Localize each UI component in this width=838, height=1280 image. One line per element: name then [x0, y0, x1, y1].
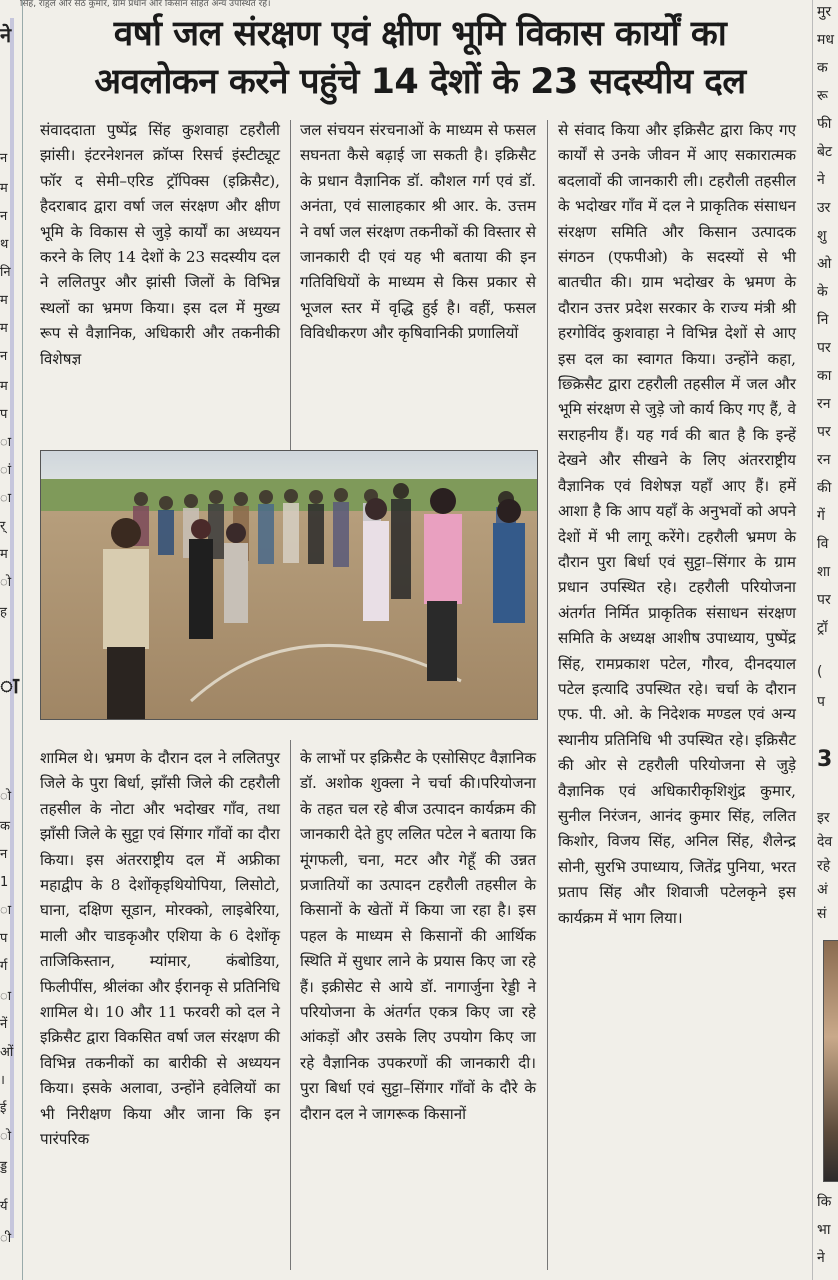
right-fragment: फी [817, 116, 832, 132]
neighbor-photo [823, 940, 838, 1182]
right-fragment: बेट [817, 144, 833, 160]
right-fragment: पर [817, 340, 831, 356]
article-column-2-bottom: के लाभों पर इक्रिसैट के एसोसिएट वैज्ञानिक डॉ. अशोक शुक्ला ने चर्चा की।परियोजना के तहत चल रहे बीज उत्पादन कार्यक्रम की जानकारी देते हुए ललित पटेल ने बताया कि मूंगफली, चना, मटर और गेहूँ की उन्नत प्रजातियों का उत्पादन टहरौली तहसील के किसानों के खेतों में किया जा रहा है। इस पहल के माध्यम से किसानों की आर्थिक स्थिति में सुधार लाने के प्रयास किए जा रहे हैं। इक्रीसेट से आये डॉ. नागार्जुना रेड्डी ने परियोजना के अंतर्गत एकत्र किए जा रहे आंकड़ों और उसके लिए उपयोग किए जा रहे वैज्ञानिक उपकरणों की जानकारी दी। पुरा बिर्धा एवं सुट्टा–सिंगार गाँवों के दौरे के दौरान दल ने जागरूक किसानों [300, 749, 536, 1123]
left-fragment: ा [0, 903, 12, 918]
right-fragment: कि [817, 1194, 832, 1210]
left-fragment: ह [0, 605, 7, 620]
left-fragment: र्ग [0, 959, 8, 974]
article-headline [30, 10, 810, 106]
left-fragment: ा [0, 674, 19, 699]
left-fragment: ड्ड [0, 1159, 8, 1174]
right-fragment: अं [817, 882, 828, 898]
right-fragment: ने [817, 172, 825, 188]
right-fragment: इर [817, 810, 830, 826]
left-fragment: नि [0, 265, 11, 280]
group-photo [40, 450, 538, 720]
right-fragment: पर [817, 424, 831, 440]
right-fragment: रू [817, 88, 828, 104]
right-fragment: क [817, 60, 828, 76]
left-fragment: । [0, 1073, 5, 1088]
left-fragment: क [0, 819, 10, 834]
right-fragment: मुर [817, 4, 832, 20]
right-fragment: सं [817, 906, 827, 922]
headline-line-2: अवलोकन करने पहुंचे 14 देशों के 23 सदस्यीय दल [94, 62, 746, 102]
article-column-2-top: जल संचयन संरचनाओं के माध्यम से फसल सघनता कैसे बढ़ाई जा सकती है। इक्रिसैट के प्रधान वैज्ञानिक डॉ. कौशल गर्ग एवं डॉ. अनंता, एवं सालाहकार श्री आर. के. उत्तम ने वर्षा जल संरक्षण तकनीकों की विस्तार से जानकारी दी एवं यह भी बताया की इन गतिविधियों के माध्यम से किस प्रकार से भूजल स्तर में वृद्धि हुई है। वहीं, फसल विविधीकरण और कृषिवानिकी प्रणालियों [300, 121, 536, 343]
left-fragment: म [0, 293, 8, 308]
right-fragment: के [817, 284, 828, 300]
column-divider [290, 120, 291, 450]
neighbor-article-right [812, 0, 838, 1280]
right-fragment: रन [817, 452, 831, 468]
left-fragment: म [0, 379, 8, 394]
left-fragment: ो [0, 1129, 12, 1144]
group-photo-illustration [41, 451, 537, 719]
headline-line-1: वर्षा जल संरक्षण एवं क्षीण भूमि विकास कार्यों का [113, 14, 727, 54]
left-fragment: ओं [0, 1045, 14, 1060]
left-fragment: म [0, 181, 8, 196]
left-fragment: र्य [0, 1199, 8, 1214]
left-fragment: ां [0, 463, 12, 478]
right-fragment: 3 [817, 747, 833, 772]
right-fragment: ट्रॉ [817, 620, 828, 636]
previous-article-strip: सिंह, राहुल और सेठ कुमार, ग्राम प्रधान और किसान सहित अन्य उपस्थित रहे। [20, 0, 271, 8]
left-fragment: ा [0, 435, 12, 450]
right-fragment: की [817, 480, 832, 496]
right-fragment: शु [817, 228, 827, 244]
right-fragment: रहे [817, 858, 831, 874]
left-fragment: ा [0, 491, 12, 506]
right-fragment: मध [817, 32, 834, 48]
left-fragment: ा [0, 989, 12, 1004]
article-column-3: से संवाद किया और इक्रिसैट द्वारा किए गए कार्यों से उनके जीवन में आए सकारात्मक बदलावों की जानकारी ली। टहरौली तहसील के भदोखर गाँव में दल ने प्राकृतिक संसाधन संरक्षण समिति और किसान उत्पादक संगठन (एफपीओ) के सदस्यों से भी बातचीत की। ग्राम भदोखर के भ्रमण के दौरान उत्तर प्रदेश सरकार के राज्य मंत्री श्री हरगोविंद कुशवाहा ने विभिन्न देशों से आए इस दल का स्वागत किया। उन्होंने कहा, छ्क्रिसैट द्वारा टहरौली तहसील में जल और भूमि संरक्षण से जुड़े जो कार्य किए गए हैं, वे सराहनीय हैं। यह गर्व की बात है कि इन्हें देखने और सीखने के लिए अंतरराष्ट्रीय वैज्ञानिक एवं विशेषज्ञ यहाँ आए हैं। हमें आशा है कि आप यहाँ के अनुभवों को अपने देशों में भी लागू करेंगे। टहरौली भ्रमण के दौरान पुरा बिर्धा एवं सुट्टा–सिंगार के ग्राम प्रधान उपस्थित रहे। टहरौली परियोजना अंतर्गत निर्मित प्राकृतिक संसाधन संरक्षण समिति के अध्यक्ष आशीष उपाध्याय, पुष्पेंद्र सिंह, रामप्रकाश पटेल, गौरव, दीनदयाल पटेल इत्यादि उपस्थित रहे। चर्चा के दौरान एफ. पी. ओ. के निदेशक मण्डल एवं अन्य स्थानीय प्रतिनिधि भी उपस्थित रहे। इक्रिसैट की ओर से टहरौली परियोजना से जुड़े वैज्ञानिक एवं अधिकारीकृशिशुंद्र कुमार, सुनील निरंजन, आनंद कुमार सिंह, ललित किशोर, विजय सिंह, अनिल सिंह, शैलेन्द्र सोनी, सुरभि उपाध्याय, जितेंद्र पुनिया, भरत प्रताप सिंह और शिवाजी पटेलकृने इस कार्यक्रम में भाग लिया। [558, 121, 796, 927]
left-fragment: न [0, 151, 8, 166]
left-fragment: न [0, 349, 8, 364]
left-fragment: ो [0, 575, 12, 590]
article-column-1-bottom: शामिल थे। भ्रमण के दौरान दल ने ललितपुर जिले के पुरा बिर्धा, झाँसी जिले की टहरौली तहसील के नोटा और भदोखर गाँव, तथा झाँसी जिले के सुट्टा एवं सिंगार गाँवों का दौरा किया। इस अंतरराष्ट्रीय दल में अफ्रीका महाद्वीप के 8 देशोंकृइथियोपिया, लिसोटो, घाना, दक्षिण सूडान, मोरक्को, लाइबेरिया, माली और चाडकृऔर एशिया के 6 देशोंकृ ताजिकिस्तान, म्यांमार, कंबोडिया, फिलीपींस, श्रीलंका और ईरानकृ से प्रतिनिधि शामिल थे। 10 और 11 फरवरी को दल ने इक्रिसैट द्वारा विकसित वर्षा जल संरक्षण की विभिन्न तकनीकों का बारीकी से अध्ययन किया। इसके अलावा, उन्होंने हवेलियों का भी निरीक्षण किया और जाना कि इन पारंपरिक [40, 749, 280, 1149]
left-fragment: र् [0, 519, 6, 534]
left-fragment: ई [0, 1101, 7, 1116]
right-fragment: पर [817, 592, 831, 608]
left-fragment: थ [0, 237, 9, 252]
left-fragment: प [0, 407, 8, 422]
right-fragment: नि [817, 312, 829, 328]
right-fragment: ने [817, 1250, 825, 1266]
left-fragment: ने [0, 23, 12, 47]
left-fragment: न [0, 847, 8, 862]
column-divider [290, 740, 291, 1270]
right-fragment: ( [817, 664, 823, 680]
left-fragment: नें [0, 1017, 8, 1032]
right-fragment: रन [817, 396, 831, 412]
right-fragment: गें [817, 508, 825, 524]
left-fragment: ी [0, 1231, 12, 1246]
right-fragment: उर [817, 200, 831, 216]
right-fragment: भा [817, 1222, 831, 1238]
left-fragment: 1 [0, 875, 9, 890]
left-fragment: न [0, 209, 8, 224]
right-fragment: शा [817, 564, 831, 580]
left-fragment: ो [0, 789, 12, 804]
right-fragment: प [817, 694, 825, 710]
right-fragment: ओ [817, 256, 832, 272]
left-fragment: म [0, 321, 8, 336]
left-fragment: प [0, 931, 8, 946]
right-fragment: वि [817, 536, 829, 552]
right-fragment: देव [817, 834, 833, 850]
column-divider [547, 120, 548, 1270]
left-fragment: म [0, 547, 8, 562]
right-fragment: का [817, 368, 832, 384]
neighbor-article-left [0, 0, 23, 1280]
article-column-1-top: संवाददाता पुष्पेंद्र सिंह कुशवाहा टहरौली झांसी। इंटरनेशनल क्रॉप्स रिसर्च इंस्टीट्यूट फॉर द सेमी–एरिड ट्रॉपिक्स (इक्रिसैट), हैदराबाद द्वारा वर्षा जल संरक्षण और क्षीण भूमि के विकास से जुड़े कार्यों का अध्ययन करने के लिए 14 देशों के 23 सदस्यीय दल ने ललितपुर और झांसी जिलों के विभिन्न स्थलों का भ्रमण किया। इस दल में मुख्य रूप से वैज्ञानिक, अधिकारी और तकनीकी विशेषज्ञ [40, 121, 280, 368]
